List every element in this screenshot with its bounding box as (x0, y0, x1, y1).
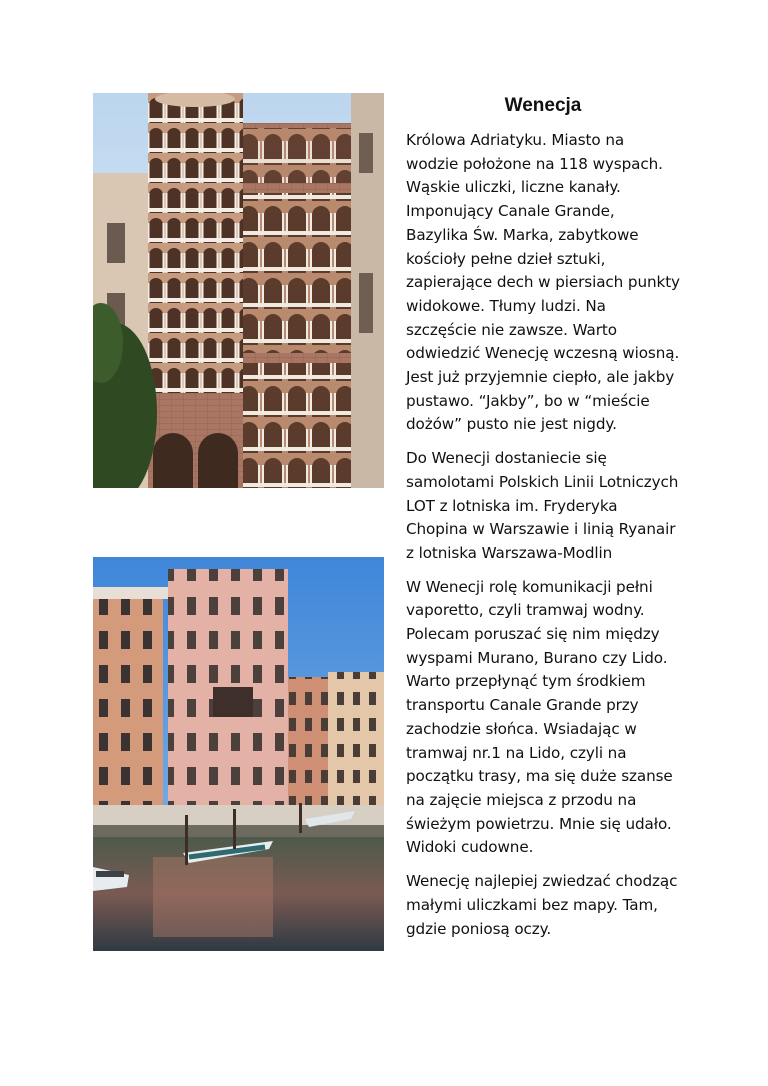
photo-canal (93, 557, 384, 951)
paragraph-vaporetto: W Wenecji rolę komunikacji pełni vaporetto, czyli tramwaj wodny. Polecam poruszać się nim między wyspami Murano, Burano czy Lido. Warto przepłynąć tym środkiem transportu Canale Grande przy zachodzie słońca. Wsiadając w tramwaj nr.1 na Lido, czyli na początku trasy, ma się duże szanse na zajęcie miejsca z przodu na świeżym powietrzu. Mnie się udało. Widoki cudowne. (406, 577, 673, 857)
paragraph-intro: Królowa Adriatyku. Miasto na wodzie położone na 118 wyspach. Wąskie uliczki, liczne kanały. Imponujący Canale Grande, Bazylika Św. Marka, zabytkowe kościoły pełne dzieł sztuki, zapierające dech w piersiach punkty widokowe. Tłumy ludzi. Na szczęście nie zawsze. Warto odwiedzić Wenecję wczesną wiosną. Jest już przyjemnie ciepło, ale jakby pustawo. “Jakby”, bo w “mieście dożów” pusto nie jest nigdy. (406, 131, 680, 434)
article (406, 93, 680, 951)
article-title: Wenecja (504, 95, 582, 116)
paragraph-flights: Do Wenecji dostaniecie się samolotami Polskich Linii Lotniczych LOT z lotniska im. Fryderyka Chopina w Warszawie i linią Ryanair z lotniska Warszawa-Modlin (406, 449, 679, 562)
photo-spiral-staircase (93, 93, 384, 488)
paragraph-sightseeing: Wenecję najlepiej zwiedzać chodząc małymi uliczkami bez mapy. Tam, gdzie poniosą oczy. (406, 872, 678, 938)
